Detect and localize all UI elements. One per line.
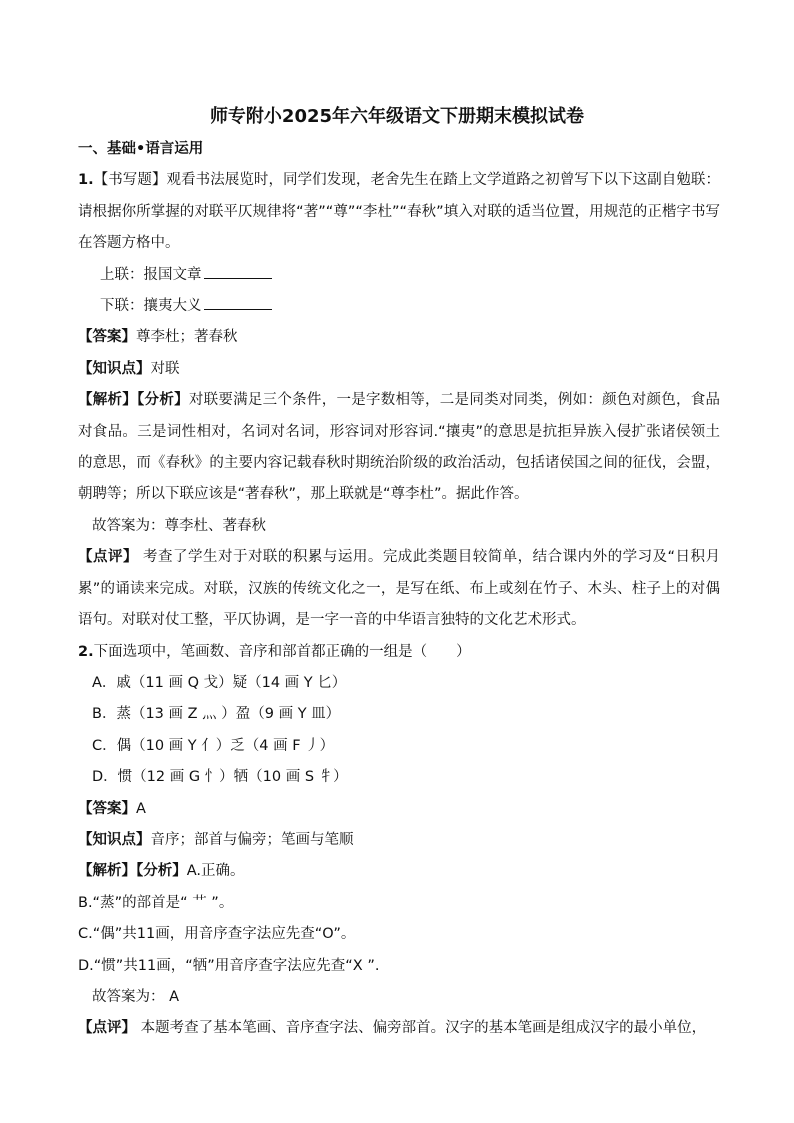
- document-body: [78, 134, 720, 1045]
- analysis: [78, 385, 720, 511]
- analysis-tag: 【解析】【分析】: [78, 863, 187, 880]
- final-answer: 故答案为：尊李杜、著春秋: [92, 517, 266, 534]
- section-heading: 一、基础•语言运用: [78, 141, 204, 157]
- kp-text: 对联: [150, 360, 180, 377]
- comment-tag: 【点评】: [78, 1020, 136, 1037]
- final-answer: 故答案为： A: [92, 988, 180, 1005]
- couplet-lower-text: 下联：攘夷大义: [100, 298, 202, 315]
- answer-line: [78, 322, 720, 353]
- analysis-text: 对联要满足三个条件，一是字数相等，二是同类对同类，例如：颜色对颜色，食品对食品。三是词性相对，名词对名词，形容词对形容词.“攘夷”的意思是抗拒异族入侵扩张诸侯领土的意思，而《春秋》的主要内容记载春秋时期统治阶级的政治活动，包括诸侯国之间的征伐，会盟，朝聘等；所以下联应该是“著春秋”，那上联就是“尊李杜”。据此作答。: [78, 392, 720, 503]
- analysis-c: C.“偶”共11画，用音序查字法应先查“O”。: [78, 926, 356, 943]
- answer-text: 尊李杜；著春秋: [136, 329, 238, 346]
- couplet-upper-text: 上联：报国文章: [100, 266, 202, 283]
- question-number: 1.: [78, 172, 94, 189]
- question-2: [78, 637, 720, 668]
- kp-text: 音序；部首与偏旁；笔画与笔顺: [150, 831, 354, 848]
- answer-blank: [204, 295, 272, 310]
- question-1: [78, 165, 720, 259]
- option-d: D．惯（12 画 G 忄）牺（10 画 S 牜）: [92, 769, 348, 786]
- comment-text: 本题考查了基本笔画、音序查字法、偏旁部首。汉字的基本笔画是组成汉字的最小单位，: [136, 1020, 707, 1037]
- option-c: C．偶（10 画 Y 亻）乏（4 画 F 丿）: [92, 737, 335, 754]
- couplet-upper: [78, 260, 720, 291]
- answer-blank: [204, 264, 272, 279]
- option-b: B．蒸（13 画 Z 灬 ）盈（9 画 Y 皿）: [92, 706, 341, 723]
- question-number: 2.: [78, 643, 94, 660]
- couplet-lower: [78, 291, 720, 322]
- kp-tag: 【知识点】: [78, 360, 151, 377]
- comment-tag: 【点评】: [78, 549, 138, 566]
- analysis-d: D.“惯”共11画，“牺”用音序查字法应先查“X ”.: [78, 957, 380, 974]
- analysis-text: A.正确。: [186, 863, 245, 880]
- comment: [78, 1013, 720, 1044]
- kp-tag: 【知识点】: [78, 831, 151, 848]
- answer-tag: 【答案】: [78, 329, 136, 346]
- comment-text: 考查了学生对于对联的积累与运用。完成此类题目较简单，结合课内外的学习及“日积月累”的诵读来完成。对联，汉族的传统文化之一，是写在纸、布上或刻在竹子、木头、柱子上的对偶语句。对联对仗工整，平仄协调，是一字一音的中华语言独特的文化艺术形式。: [78, 549, 721, 629]
- page-title: 师专附小2025年六年级语文下册期末模拟试卷: [209, 106, 585, 127]
- answer-tag: 【答案】: [78, 800, 136, 817]
- answer-line: [78, 794, 720, 825]
- question-text: 【书写题】观看书法展览时，同学们发现，老舍先生在踏上文学道路之初曾写下以下这副自勉联：请根据你所掌握的对联平仄规律将“著”“尊”“李杜”“春秋”填入对联的适当位置，用规范的正楷字书写在答题方格中。: [78, 172, 720, 252]
- analysis-tag: 【解析】【分析】: [78, 392, 189, 409]
- comment: [78, 542, 720, 636]
- knowledge-point: [78, 354, 720, 385]
- analysis: [78, 856, 720, 887]
- option-a: A．戚（11 画 Q 戈）疑（14 画 Y 匕）: [92, 674, 347, 691]
- analysis-b: B.“蒸”的部首是“ 艹 ”。: [78, 894, 234, 911]
- question-text: 下面选项中，笔画数、音序和部首都正确的一组是（ ）: [93, 643, 471, 660]
- knowledge-point: [78, 825, 720, 856]
- answer-text: A: [136, 800, 146, 817]
